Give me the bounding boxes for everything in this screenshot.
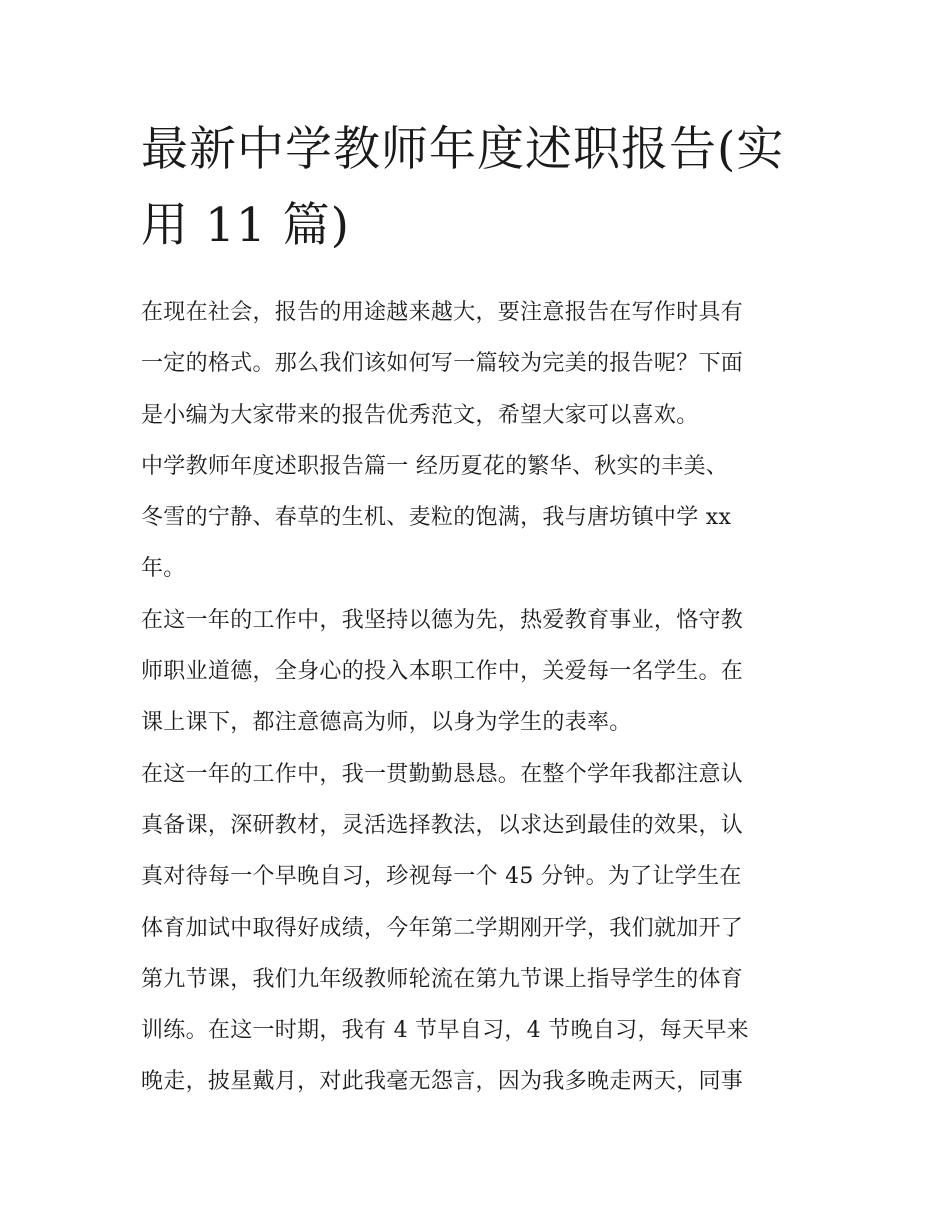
- text-line: 一定的格式。那么我们该如何写一篇较为完美的报告呢？下面: [141, 351, 744, 377]
- text-line: 真备课，深研教材，灵活选择教法，以求达到最佳的效果，认: [141, 812, 744, 838]
- text-line: 体育加试中取得好成绩，今年第二学期刚开学，我们就加开了: [141, 915, 744, 941]
- document-body: [141, 287, 813, 1108]
- text-line: 中学教师年度述职报告篇一 经历夏花的繁华、秋实的丰美、: [141, 453, 729, 479]
- text-line: 是小编为大家带来的报告优秀范文，希望大家可以喜欢。: [141, 402, 699, 428]
- title-line: 用 11 篇): [141, 198, 351, 253]
- text-line: 师职业道德，全身心的投入本职工作中，关爱每一名学生。在: [141, 659, 744, 685]
- document-title: [141, 112, 813, 264]
- paragraph-section-one-opening: [141, 441, 813, 595]
- text-line: 训练。在这一时期，我有 4 节早自习，4 节晚自习，每天早来: [141, 1018, 749, 1044]
- text-line: 在这一年的工作中，我一贯勤勤恳恳。在整个学年我都注意认: [141, 761, 744, 787]
- text-line: 课上课下，都注意德高为师，以身为学生的表率。: [141, 710, 632, 736]
- text-line: 第九节课，我们九年级教师轮流在第九节课上指导学生的体育: [141, 966, 744, 992]
- text-line: 真对待每一个早晚自习，珍视每一个 45 分钟。为了让学生在: [141, 864, 742, 890]
- text-line: 在现在社会，报告的用途越来越大，要注意报告在写作时具有: [141, 300, 744, 325]
- text-line: 年。: [141, 556, 186, 582]
- paragraph-intro: [141, 287, 813, 441]
- document-content: [141, 112, 813, 1108]
- text-line: 晚走，披星戴月，对此我毫无怨言，因为我多晚走两天，同事: [141, 1069, 744, 1095]
- title-line: 最新中学教师年度述职报告(实: [141, 122, 785, 177]
- paragraph-diligence: [141, 749, 813, 1108]
- text-line: 冬雪的宁静、春草的生机、麦粒的饱满，我与唐坊镇中学 xx: [141, 505, 732, 531]
- text-line: 在这一年的工作中，我坚持以德为先，热爱教育事业，恪守教: [141, 607, 744, 633]
- paragraph-ethics: [141, 595, 813, 749]
